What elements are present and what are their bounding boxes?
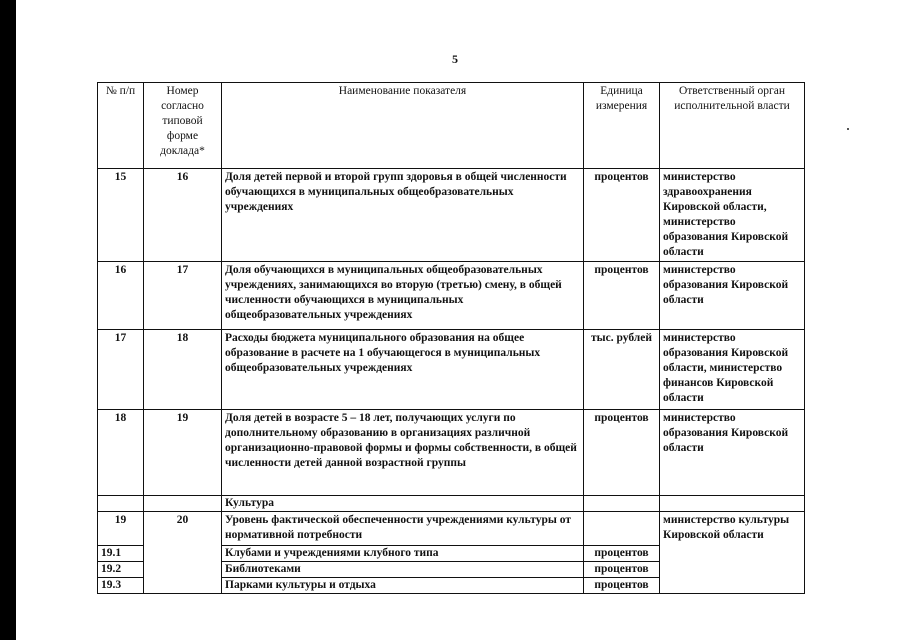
row-indicator: Уровень фактической обеспеченности учреждениями культуры от нормативной потребности (222, 512, 584, 546)
row-indicator: Доля обучающихся в муниципальных общеобразовательных учреждениях, занимающихся во вторую (третью) смену, в общей численности обучающихся в муниципальных общеобразовательных учреждениях (222, 262, 584, 330)
row-unit: процентов (584, 410, 660, 496)
table-row (98, 512, 805, 546)
scan-speck (847, 128, 849, 130)
scan-edge-bar (0, 0, 16, 640)
row-authority: министерство образования Кировской области (660, 410, 805, 496)
section-empty-cell (584, 496, 660, 512)
subrow-num: 19.3 (98, 578, 144, 594)
page-number: 5 (452, 52, 458, 66)
indicators-table (97, 82, 805, 594)
row-authority: министерство образования Кировской области, министерство финансов Кировской области (660, 330, 805, 410)
table-row (98, 410, 805, 496)
subrow-unit: процентов (584, 546, 660, 562)
section-title: Культура (222, 496, 584, 512)
section-row (98, 496, 805, 512)
row-form-num: 17 (144, 262, 222, 330)
row-unit: тыс. рублей (584, 330, 660, 410)
row-authority: министерство здравоохранения Кировской области, министерство образования Кировской области (660, 169, 805, 262)
row-unit: процентов (584, 262, 660, 330)
subrow-indicator: Парками культуры и отдыха (222, 578, 584, 594)
row-authority: министерство культуры Кировской области (660, 512, 805, 594)
row-indicator: Доля детей первой и второй групп здоровья в общей численности обучающихся в муниципальных общеобразовательных учреждениях (222, 169, 584, 262)
table-header-row (98, 83, 805, 169)
row-indicator: Доля детей в возрасте 5 – 18 лет, получающих услуги по дополнительному образованию в организациях различной организационно-правовой формы и формы собственности, в общей численности детей данной возрастной группы (222, 410, 584, 496)
header-form-num: Номер согласно типовой форме доклада* (144, 83, 222, 169)
row-form-num: 16 (144, 169, 222, 262)
header-authority: Ответственный орган исполнительной власти (660, 83, 805, 169)
subrow-unit: процентов (584, 578, 660, 594)
row-form-num: 20 (144, 512, 222, 594)
header-num: № п/п (98, 83, 144, 169)
table-row (98, 330, 805, 410)
row-form-num: 18 (144, 330, 222, 410)
header-indicator: Наименование показателя (222, 83, 584, 169)
row-unit: процентов (584, 169, 660, 262)
row-indicator: Расходы бюджета муниципального образования на общее образование в расчете на 1 обучающегося в муниципальных общеобразовательных учреждениях (222, 330, 584, 410)
section-empty-cell (98, 496, 144, 512)
subrow-indicator: Клубами и учреждениями клубного типа (222, 546, 584, 562)
table-row (98, 262, 805, 330)
subrow-unit: процентов (584, 562, 660, 578)
row-num: 19 (98, 512, 144, 546)
section-empty-cell (144, 496, 222, 512)
row-authority: министерство образования Кировской области (660, 262, 805, 330)
row-num: 18 (98, 410, 144, 496)
row-form-num: 19 (144, 410, 222, 496)
header-unit: Единица измерения (584, 83, 660, 169)
row-num: 16 (98, 262, 144, 330)
section-empty-cell (660, 496, 805, 512)
row-unit (584, 512, 660, 546)
row-num: 17 (98, 330, 144, 410)
subrow-indicator: Библиотеками (222, 562, 584, 578)
row-num: 15 (98, 169, 144, 262)
table-row (98, 169, 805, 262)
subrow-num: 19.1 (98, 546, 144, 562)
subrow-num: 19.2 (98, 562, 144, 578)
